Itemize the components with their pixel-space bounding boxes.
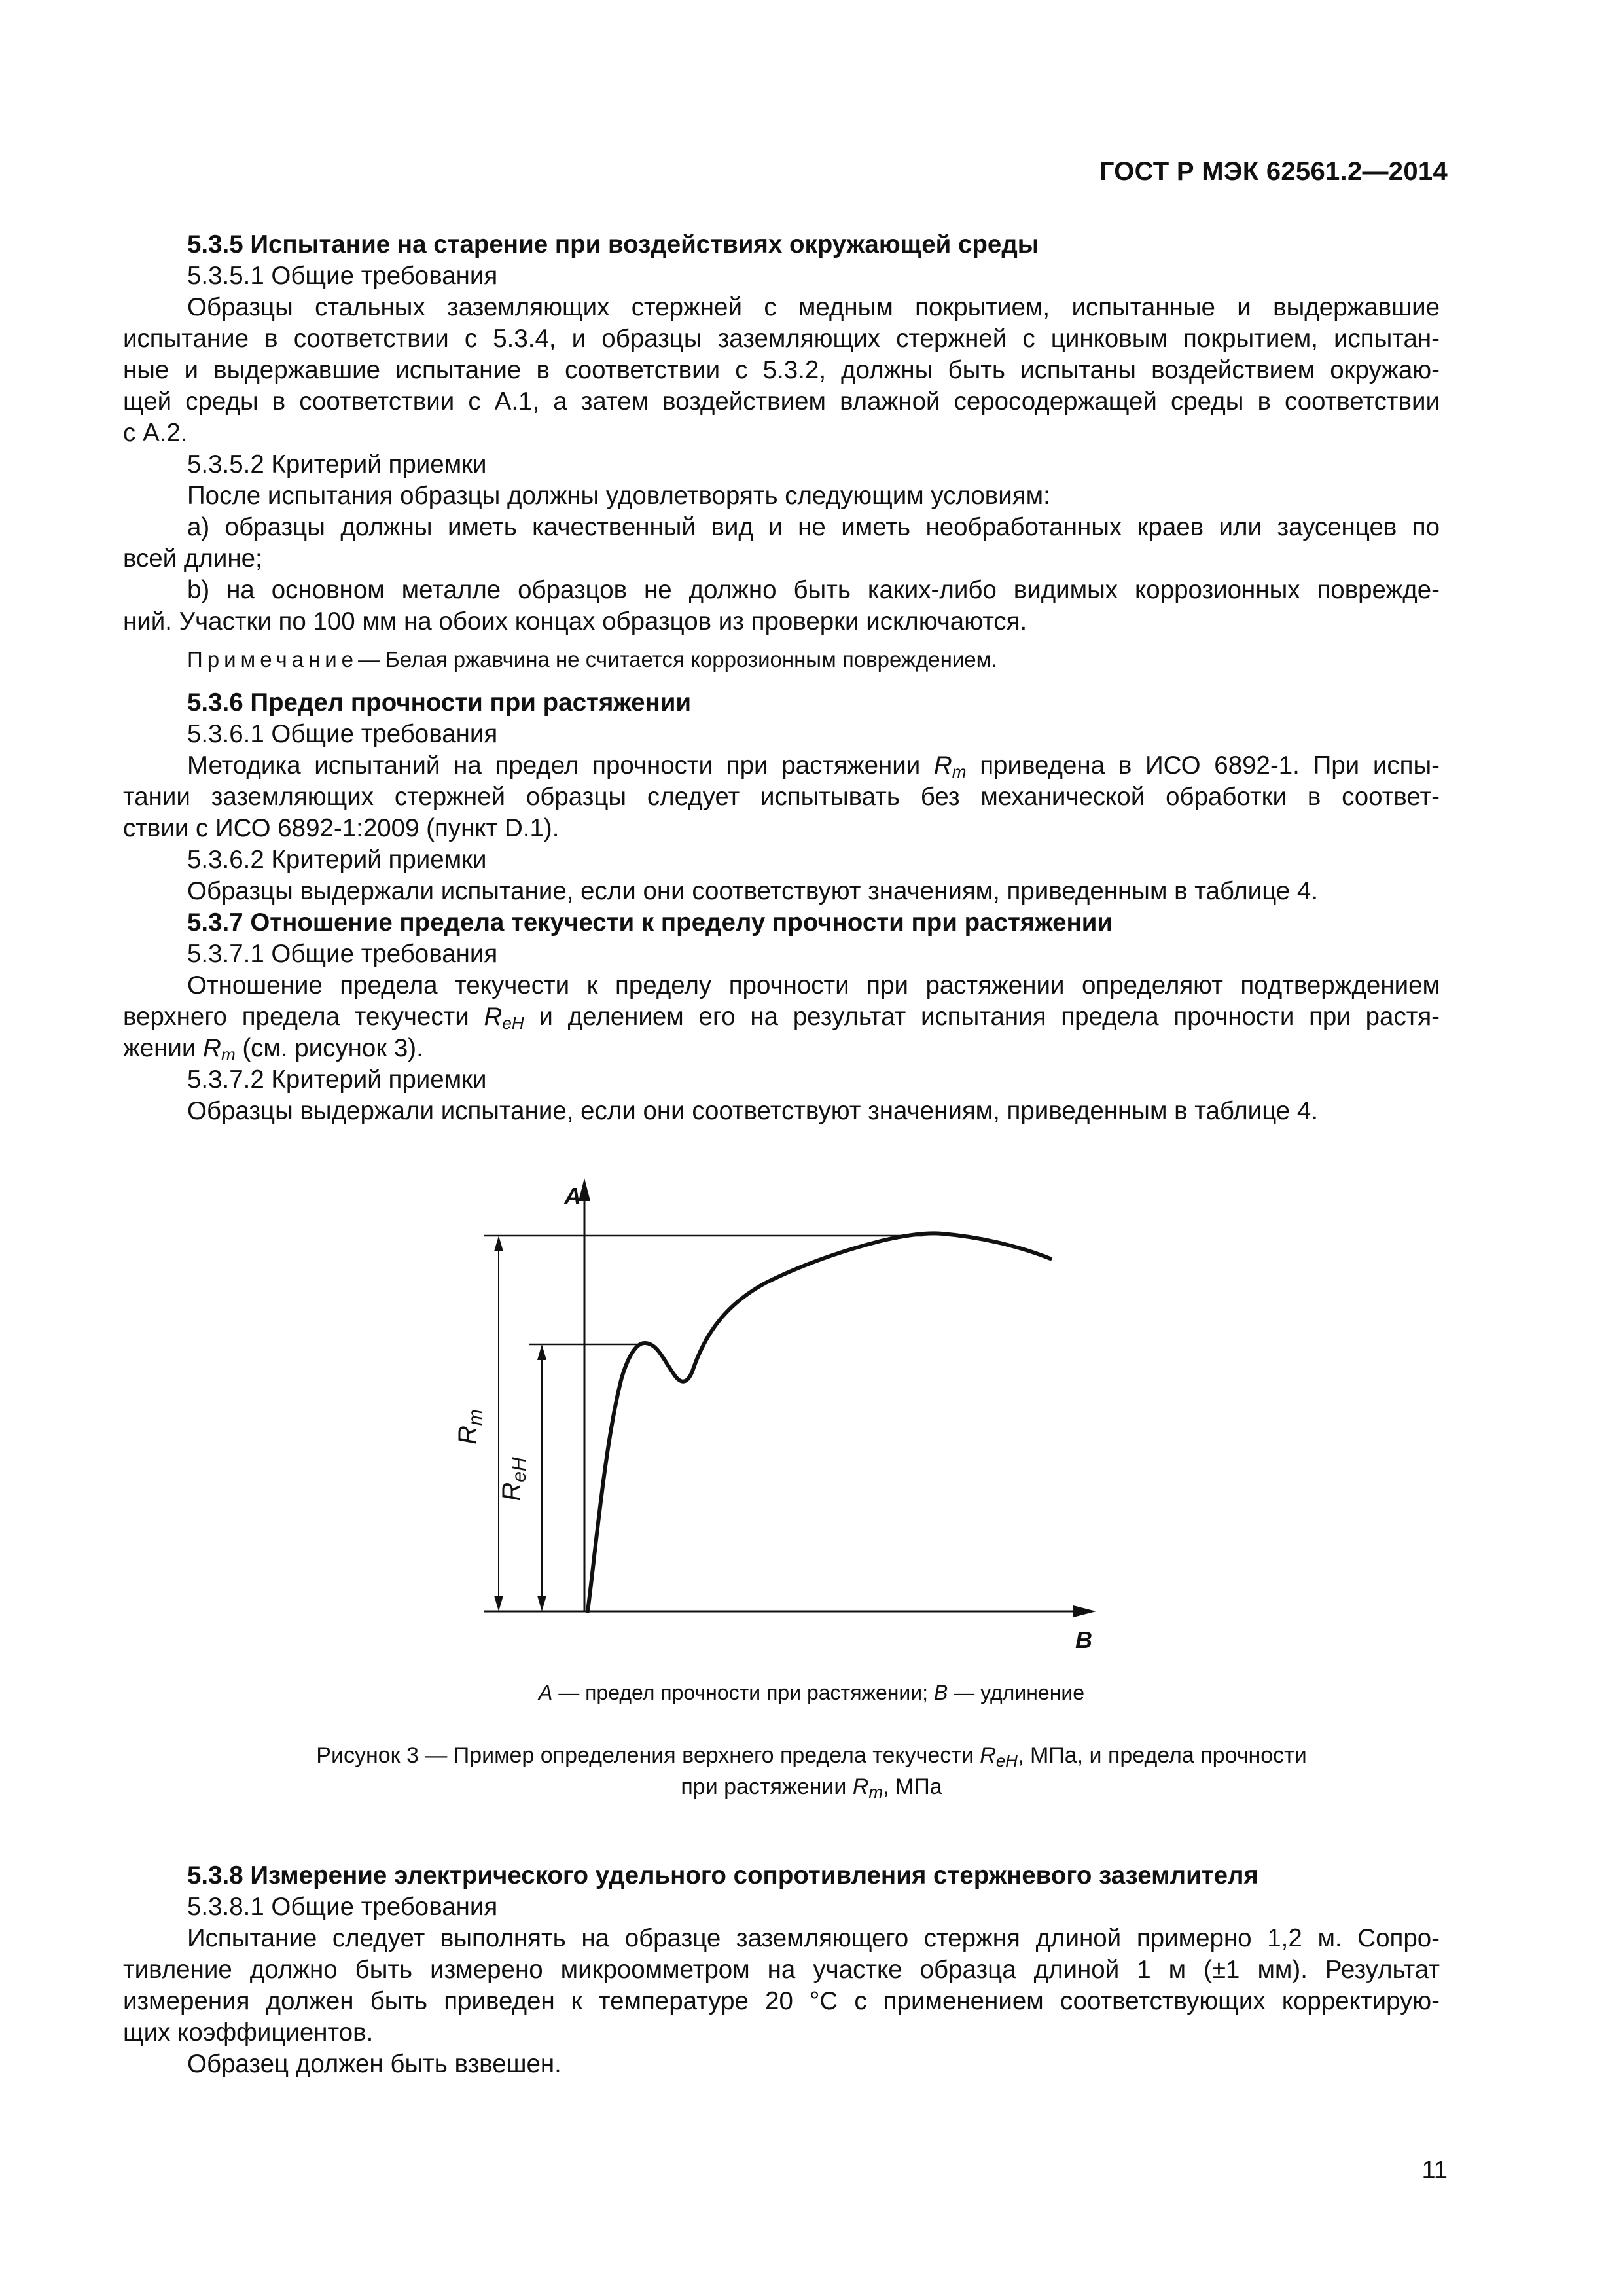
rm-dimension-label: $R_m$ [454, 1409, 486, 1444]
y-axis-label: A [564, 1183, 581, 1210]
note [123, 644, 1440, 675]
paragraph-line: Образцы стальных заземляющих стержней с медным покрытием, испытанные и выдержавшие [187, 293, 1440, 321]
legend-text-b: — удлинение [948, 1681, 1085, 1704]
reh-dimension-label: $R_{eH}$ [497, 1457, 530, 1501]
section-5-3-5-to-5-3-7 [123, 229, 1440, 1127]
subheading-5-3-5-2: 5.3.5.2 Критерий приемки [187, 450, 487, 478]
heading-5-3-7: 5.3.7 Отношение предела текучести к пределу прочности при растяжении [187, 908, 1113, 937]
figure-caption [0, 1740, 1623, 1803]
x-axis-label: B [1075, 1626, 1092, 1653]
figure-caption-line: при растяжении $R_m$, МПа [681, 1774, 942, 1802]
list-item-b: b) на основном металле образцов не должно быть каких-либо видимых коррозионных поврежде- [187, 576, 1440, 604]
text-run: приведена в ИСО 6892-1. При испы- [966, 751, 1440, 780]
list-item-b-cont: ний. Участки по 100 мм на обоих концах образцов из проверки исключаются. [123, 607, 1027, 636]
legend-text-a: — предел прочности при растяжении; [552, 1681, 934, 1704]
subheading-5-3-7-1: 5.3.7.1 Общие требования [187, 940, 498, 968]
symbol-rm: $R_m$ [203, 1034, 236, 1064]
note-label: Примечание [187, 647, 359, 672]
figure-3-stress-strain-diagram [0, 1172, 1623, 1761]
heading-5-3-5: 5.3.5 Испытание на старение при воздействиях окружающей среды [187, 230, 1039, 259]
page-number: 11 [1421, 2157, 1448, 2184]
paragraph-line: ствии с ИСО 6892-1:2009 (пункт D.1). [123, 814, 560, 842]
text-run: (см. рисунок 3). [235, 1034, 423, 1062]
paragraph-line [123, 1033, 1440, 1064]
text-run: жении [123, 1034, 204, 1062]
text-run: верхнего предела текучести [123, 1003, 484, 1031]
text-run: и делением его на результат испытания предела прочности при растя- [524, 1003, 1440, 1031]
figure-caption-line: Рисунок 3 — Пример определения верхнего предела текучести $R_{eH}$, МПа, и предела прочности [316, 1743, 1307, 1770]
legend-symbol-b: B [933, 1681, 948, 1704]
paragraph-line: ные и выдержавшие испытание в соответствии с 5.3.2, должны быть испытаны воздействием окружаю- [123, 356, 1440, 384]
text-run: Методика испытаний на предел прочности при растяжении [187, 751, 934, 780]
figure-legend [0, 1681, 1623, 1705]
paragraph-line: После испытания образцы должны удовлетворять следующим условиям: [187, 482, 1050, 510]
paragraph-line: щей среды в соответствии с А.1, а затем воздействием влажной серосодержащей среды в соответствии [123, 387, 1440, 416]
legend-symbol-a: A [538, 1681, 553, 1704]
document-header: ГОСТ Р МЭК 62561.2—2014 [1099, 157, 1448, 186]
paragraph-line: Образцы выдержали испытание, если они соответствуют значениям, приведенным в таблице 4. [187, 1097, 1319, 1125]
section-5-3-8 [123, 1860, 1440, 2080]
rm-dimension-arrow-bottom-icon [494, 1596, 503, 1611]
paragraph-line [123, 750, 1440, 781]
symbol-reh: $R_{eH}$ [484, 1003, 524, 1033]
list-item-a-cont: всей длине; [123, 545, 262, 573]
subheading-5-3-6-1: 5.3.6.1 Общие требования [187, 720, 498, 748]
subheading-5-3-7-2: 5.3.7.2 Критерий приемки [187, 1066, 487, 1094]
paragraph-line: Испытание следует выполнять на образце заземляющего стержня длиной примерно 1,2 м. Сопро- [187, 1924, 1440, 1952]
heading-5-3-6: 5.3.6 Предел прочности при растяжении [187, 689, 692, 717]
paragraph-line: с А.2. [123, 419, 188, 447]
subheading-5-3-8-1: 5.3.8.1 Общие требования [187, 1893, 498, 1921]
paragraph-line: Образцы выдержали испытание, если они соответствуют значениям, приведенным в таблице 4. [187, 877, 1319, 905]
paragraph-line [123, 1001, 1440, 1033]
list-item-a: а) образцы должны иметь качественный вид и не иметь необработанных краев или заусенцев по [187, 513, 1440, 541]
paragraph-line: Образец должен быть взвешен. [187, 2050, 562, 2078]
stress-strain-curve [588, 1233, 1050, 1611]
rm-dimension-arrow-top-icon [494, 1236, 503, 1251]
paragraph-line: тивление должно быть измерено микроомметром на участке образца длиной 1 м (±1 мм). Результат [123, 1956, 1440, 1984]
reh-dimension-arrow-top-icon [537, 1344, 546, 1360]
symbol-rm: $R_m$ [933, 751, 967, 781]
paragraph-line: тании заземляющих стержней образцы следует испытывать без механической обработки в соответ- [123, 783, 1440, 811]
paragraph-line: измерения должен быть приведен к температуре 20 °С с применением соответствующих корректирую- [123, 1987, 1440, 2015]
paragraph-line: испытание в соответствии с 5.3.4, и образцы заземляющих стержней с цинковым покрытием, испытан- [123, 325, 1440, 353]
subheading-5-3-5-1: 5.3.5.1 Общие требования [187, 262, 498, 290]
subheading-5-3-6-2: 5.3.6.2 Критерий приемки [187, 846, 487, 874]
paragraph-line: Отношение предела текучести к пределу прочности при растяжении определяют подтверждением [187, 971, 1440, 999]
paragraph-line: щих коэффициентов. [123, 2018, 374, 2047]
heading-5-3-8: 5.3.8 Измерение электрического удельного сопротивления стержневого заземлителя [187, 1861, 1258, 1890]
x-axis-arrow-icon [1073, 1605, 1096, 1617]
note-text: — Белая ржавчина не считается коррозионным повреждением. [358, 647, 997, 672]
reh-dimension-arrow-bottom-icon [537, 1596, 546, 1611]
